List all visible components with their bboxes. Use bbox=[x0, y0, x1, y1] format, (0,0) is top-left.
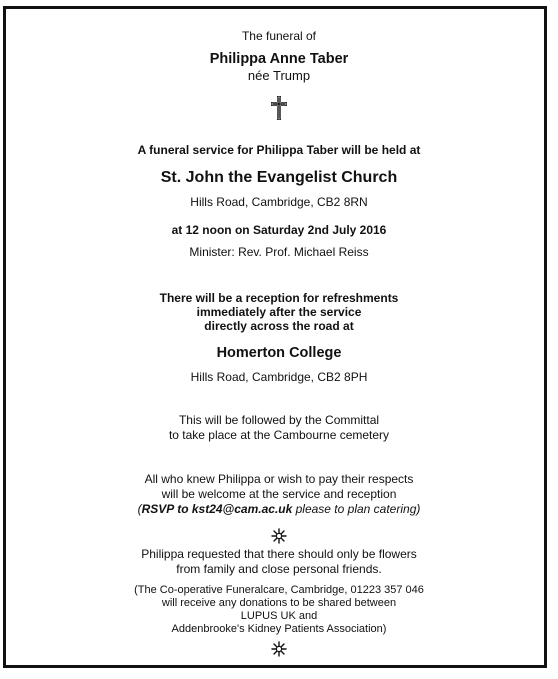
donations-line-3: LUPUS UK and bbox=[240, 610, 318, 622]
donations-line-2: will receive any donations to be shared between bbox=[161, 597, 397, 609]
service-intro: A funeral service for Philippa Taber will be held at bbox=[137, 143, 421, 157]
latin-cross-icon bbox=[0, 96, 558, 125]
flower-ornament-icon bbox=[0, 641, 558, 662]
rsvp-line bbox=[0, 502, 558, 516]
service-time: at 12 noon on Saturday 2nd July 2016 bbox=[171, 223, 387, 237]
maiden-name: née Trump bbox=[247, 68, 311, 83]
respects-line-1: All who knew Philippa or wish to pay their respects bbox=[144, 472, 414, 486]
reception-address: Hills Road, Cambridge, CB2 8PH bbox=[190, 370, 368, 384]
flower-ornament-icon bbox=[0, 528, 558, 549]
donations-line-4: Addenbrooke's Kidney Patients Association) bbox=[171, 623, 387, 635]
reception-line-2: immediately after the service bbox=[196, 305, 362, 319]
flowers-line-2: from family and close personal friends. bbox=[176, 562, 382, 576]
reception-line-3: directly across the road at bbox=[204, 319, 354, 333]
respects-line-2: will be welcome at the service and reception bbox=[161, 487, 397, 501]
rsvp-open-paren: ( bbox=[137, 502, 142, 516]
church-name: St. John the Evangelist Church bbox=[160, 169, 398, 186]
reception-line-1: There will be a reception for refreshments bbox=[159, 291, 399, 305]
committal-line-2: to take place at the Cambourne cemetery bbox=[168, 428, 390, 442]
committal-line-1: This will be followed by the Committal bbox=[178, 413, 380, 427]
reception-venue: Homerton College bbox=[216, 345, 342, 361]
rsvp-email: RSVP to kst24@cam.ac.uk bbox=[141, 502, 293, 516]
church-address: Hills Road, Cambridge, CB2 8RN bbox=[190, 195, 368, 209]
donations-line-1: (The Co-operative Funeralcare, Cambridge, 01223 357 046 bbox=[134, 584, 424, 596]
deceased-name: Philippa Anne Taber bbox=[209, 51, 349, 67]
rsvp-rest: please to plan catering) bbox=[292, 502, 421, 516]
intro-text: The funeral of bbox=[241, 29, 317, 43]
flowers-line-1: Philippa requested that there should only be flowers bbox=[141, 547, 417, 561]
minister: Minister: Rev. Prof. Michael Reiss bbox=[189, 245, 369, 259]
